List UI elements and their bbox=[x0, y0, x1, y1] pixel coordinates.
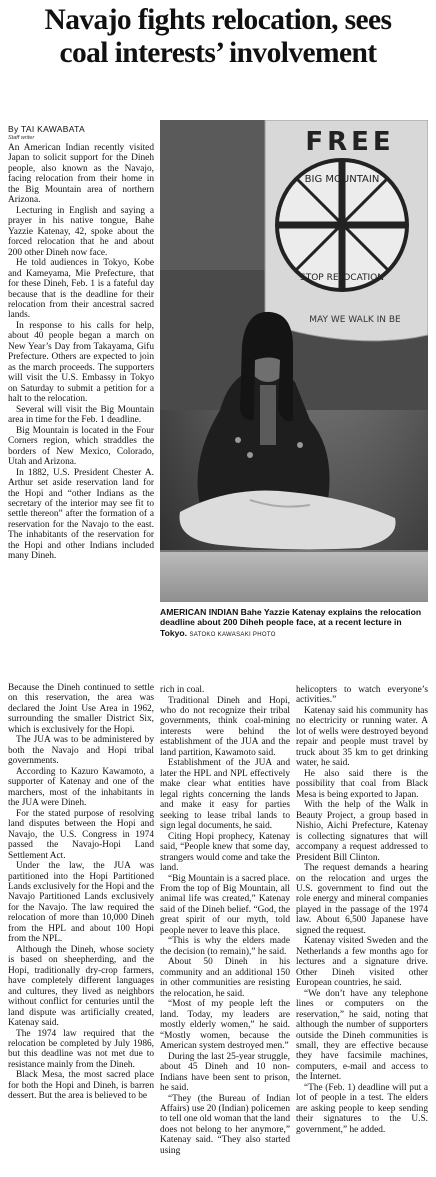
article-paragraph: Several will visit the Big Mountain area in time for the Feb. 1 deadline. bbox=[8, 404, 154, 426]
photo-credit: SATOKO KAWASAKI PHOTO bbox=[189, 631, 276, 638]
article-paragraph: “We don’t have any telephone lines or computers on the reservation,” he said, noting that although the number of supporters outside the Dineh communities is small, they are effective because they have facsimile machines, computers, e-mail and access to the Internet. bbox=[296, 988, 428, 1083]
article-paragraph: With the help of the Walk in Beauty Project, a group based in Nishio, Aichi Prefecture, Katenay is collecting signatures that will accompany a request addressed to President Bill Clinton. bbox=[296, 800, 428, 863]
article-paragraph: Establishment of the JUA and later the HPL and NPL effectively make clear what entities have legal rights concerning the lands and make it easy for parties seeking to lease tribal lands to sign legal documents, he said. bbox=[160, 758, 290, 832]
article-paragraph: Traditional Dineh and Hopi, who do not recognize their tribal governments, think coal-mining interests were behind the establishment of the JUA and the land partition, Kawamoto said. bbox=[160, 695, 290, 758]
article-paragraph: For the stated purpose of resolving land disputes between the Hopi and Navajo, the U.S. Congress in 1974 passed the Navajo-Hopi Land Settlement Act. bbox=[8, 808, 154, 861]
article-paragraph: He also said there is the possibility that coal from Black Mesa is being exported to Japan. bbox=[296, 768, 428, 800]
banner bbox=[265, 120, 428, 341]
article-paragraph: The JUA was to be administered by both the Navajo and Hopi tribal governments. bbox=[8, 735, 154, 767]
headline-line-1: Navajo fights relocation, sees bbox=[44, 4, 392, 36]
article-paragraph: Black Mesa, the most sacred place for both the Hopi and Dineh, is barren dessert. But the area is believed to be bbox=[8, 1070, 154, 1102]
headline-line-2: coal interests’ involvement bbox=[59, 37, 377, 69]
article-paragraph: helicopters to watch everyone’s activities.” bbox=[296, 685, 428, 706]
byline: By TAI KAWABATA bbox=[8, 124, 85, 134]
article-paragraph: Big Mountain is located in the Four Corners region, which straddles the borders of New Mexico, Colorado, Utah and Arizona. bbox=[8, 425, 154, 468]
article-paragraph: “Big Mountain is a sacred place. From the top of Big Mountain, all animal life was created,” Katenay said of the Dineh belief. “God, the great spirit of our myth, told people never to leave this place. bbox=[160, 873, 290, 936]
article-paragraph: During the last 25-year struggle, about 45 Dineh and 10 non-Indians have been sent to prison, he said. bbox=[160, 1051, 290, 1093]
article-paragraph: Because the Dineh continued to settle on this reservation, the area was declared the Joint Use Area in 1962, surrounding the smaller District Six, which is exclusively for the Hopi. bbox=[8, 683, 154, 735]
banner-text-big-mountain: BIG MOUNTAIN bbox=[304, 174, 380, 185]
article-paragraph: About 50 Dineh in his community and an additional 150 in other communities are resisting the relocation, he said. bbox=[160, 957, 290, 999]
article-paragraph: “The (Feb. 1) deadline will put a lot of people in a test. The elders are asking people to keep sending their signatures to the U.S. government,” he added. bbox=[296, 1082, 428, 1135]
article-paragraph: Katenay visited Sweden and the Netherlands a few months ago for lectures and a signature drive. Other Dineh visited other European countries, he said. bbox=[296, 936, 428, 989]
article-paragraph: In response to his calls for help, about 40 people began a march on New Year’s Day from Takayama, Gifu Prefecture. Others are expected to join as the march proceeds. The supporters will visit the U.S. Embassy in Tokyo on Saturday to submit a petition for a halt to the relocation. bbox=[8, 320, 154, 405]
article-column-1 bbox=[8, 143, 154, 562]
banner-text-free: FREE bbox=[305, 127, 395, 157]
banner-text-stop-relocation: STOP RELOCATION bbox=[299, 273, 385, 283]
article-paragraph: Lecturing in English and saying a prayer in his native tongue, Bahe Yazzie Katenay, 42, spoke about the forced relocation that he and about 200 other Dineh now face. bbox=[8, 205, 154, 258]
article-paragraph: According to Kazuro Kawamoto, a supporter of Katenay and one of the marchers, most of the inhabitants in the JUA were Dineh. bbox=[8, 766, 154, 809]
article-paragraph: “Most of my people left the land. Today, my leaders are mostly elderly women,” he said. “Mostly women, because the American system destroyed men.” bbox=[160, 999, 290, 1052]
article-paragraph: He told audiences in Tokyo, Kobe and Kameyama, Mie Prefecture, that for these Dineh, Feb. 1 is a fateful day because that is the deadline for their relocation from their ancestral sacred lands. bbox=[8, 258, 154, 321]
article-paragraph: Although the Dineh, whose society is based on sheepherding, and the Hopi, traditionally dry-crop farmers, have completely different languages and cultures, they lived as neighbors without conflict for centuries until the land dispute was artificially created, Katenay said. bbox=[8, 944, 154, 1028]
photo-man-seated-before-banner bbox=[160, 120, 428, 602]
article-column-4 bbox=[296, 685, 428, 1135]
caption-text: AMERICAN INDIAN Bahe Yazzie Katenay explains the relocation deadline about 200 Diheh people face, at a recent lecture in Tokyo. bbox=[160, 607, 422, 638]
article-column-3 bbox=[160, 685, 290, 1156]
article-paragraph: An American Indian recently visited Japan to solicit support for the Dineh people, also known as the Navajo, facing relocation from their home in the Big Mountain area of northern Arizona. bbox=[8, 143, 154, 206]
article-paragraph: In 1882, U.S. President Chester A. Arthur set aside reservation land for the Hopi and “other Indians as the secretary of the interior may see fit to settle thereon” after the formation of a reservation for the Navajo to the east. The inhabitants of the reservation for the Hopi and other Indians included many Dineh. bbox=[8, 467, 154, 562]
photo-caption bbox=[160, 607, 428, 640]
article-paragraph: rich in coal. bbox=[160, 685, 205, 695]
article-paragraph: “They (the Bureau of Indian Affairs) use 20 (Indian) policemen to tell one old woman that the land does not belong to her anymore,” Katenay said. “They also started using bbox=[160, 1093, 291, 1156]
byline-role: Staff writer bbox=[8, 135, 35, 141]
article-column-2 bbox=[8, 683, 154, 1102]
banner-text-may-we-walk: MAY WE WALK IN BE bbox=[309, 315, 401, 325]
article-paragraph: “This is why the elders made the decision (to remain),” he said. bbox=[160, 936, 290, 957]
article-paragraph: Citing Hopi prophecy, Katenay said, “People knew that some day, strangers would come and take the land. bbox=[160, 831, 290, 873]
article-paragraph: The 1974 law required that the relocation be completed by July 1986, but this deadline was not met due to resistance mainly from the Dineh. bbox=[8, 1028, 154, 1070]
article-paragraph: Under the law, the JUA was partitioned into the Hopi Partitioned Lands exclusively for the Hopi and the Navajo Partitioned Lands exclusively for the Navajo. The law required the relocation of more than 10,000 Dineh from the HPL and about 100 Hopi from the NPL. bbox=[8, 861, 154, 945]
article-photo bbox=[160, 120, 428, 602]
article-paragraph: Katenay said his community has no electricity or running water. A lot of wells were destroyed beyond repair and people must travel by truck about 35 km to get drinking water, he said. bbox=[296, 706, 428, 769]
article-paragraph: The request demands a hearing on the relocation and urges the U.S. government to find out the role energy and mineral companies played in the passage of the 1974 law. About 6,500 Japanese have signed the request. bbox=[296, 863, 428, 936]
headline bbox=[8, 4, 428, 70]
